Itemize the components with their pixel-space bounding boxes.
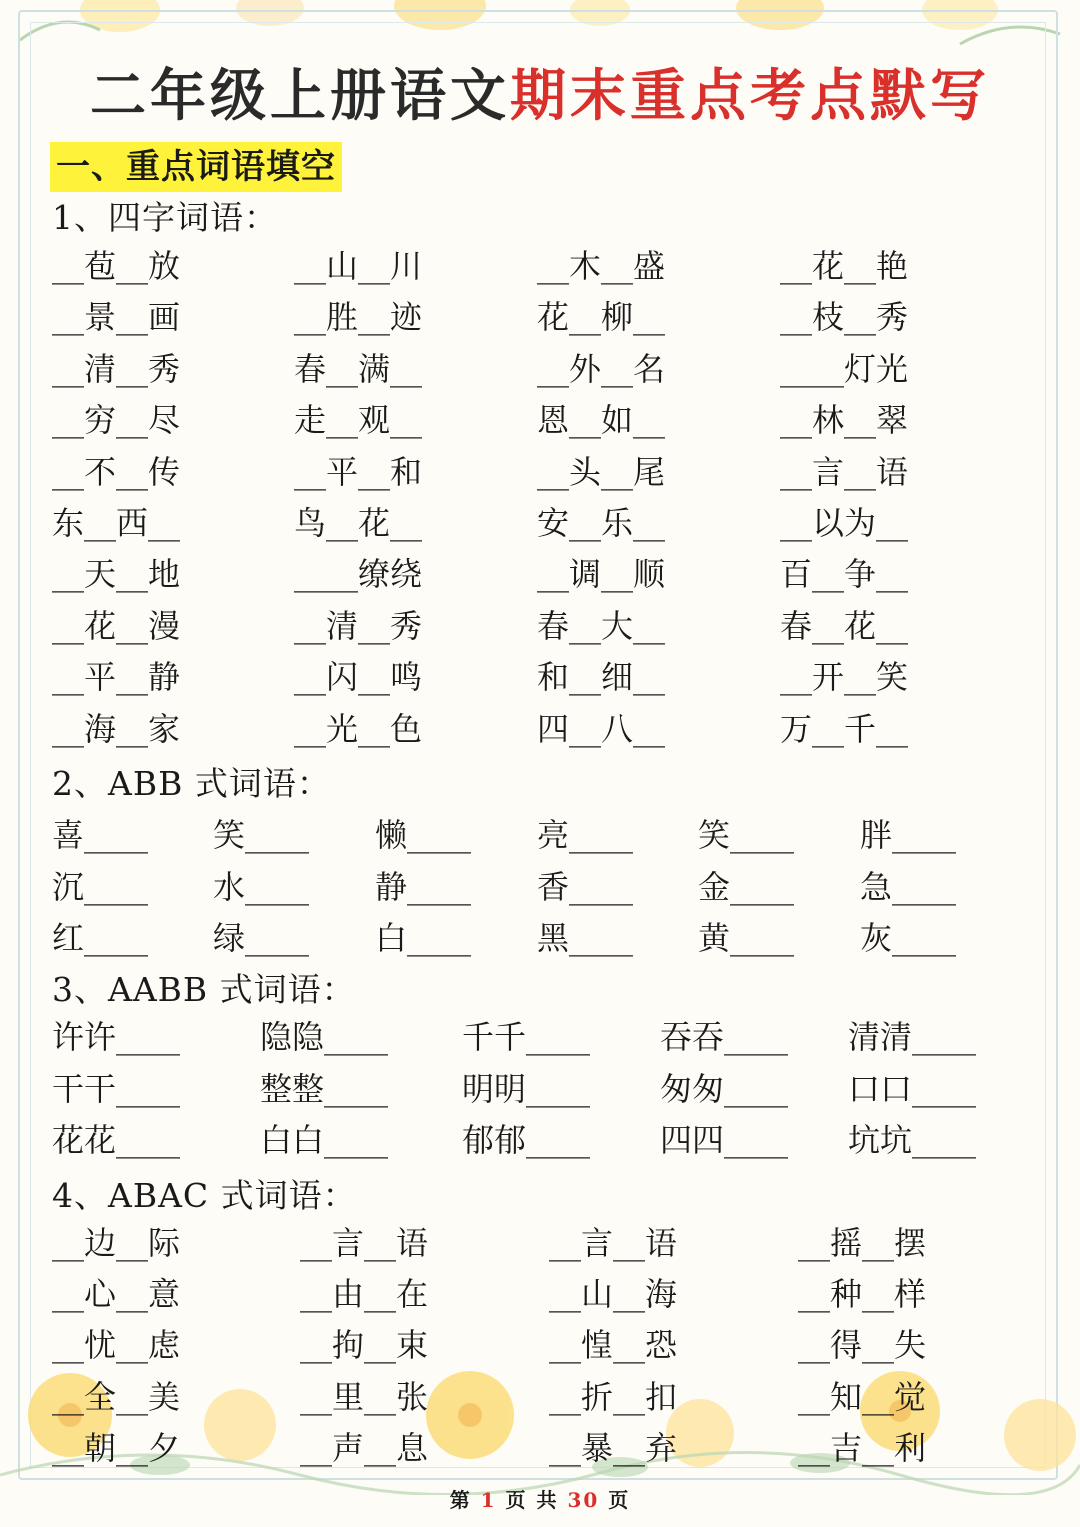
sub4-heading: 4、ABAC 式词语： [52,1176,357,1215]
footer-total-pages: 30 [567,1488,600,1512]
fill-blank-item: 明明____ [462,1069,591,1108]
fill-blank-item: __海__家 [52,709,181,748]
fill-blank-item: 许许____ [52,1018,181,1056]
fill-blank-item: __林__翠 [780,401,909,440]
fill-blank-item: __光__色 [294,709,423,748]
fill-blank-item: __以为__ [780,504,909,542]
fill-blank-item: __不__传 [52,452,181,491]
fill-blank-item: 百__争__ [780,555,909,594]
fill-blank-item: __摇__摆 [798,1224,927,1262]
fill-blank-item: __花__艳 [780,247,909,285]
fill-blank-item: 灰____ [860,919,957,957]
sub1-row [52,548,1032,600]
fill-blank-item: __言__语 [549,1224,678,1262]
fill-blank-item: __边__际 [52,1224,181,1262]
fill-blank-item: 黑____ [537,919,634,957]
fill-blank-item: __声__息 [300,1428,429,1467]
fill-blank-item: __拘__束 [300,1326,429,1365]
sub1-row [52,703,1032,755]
fill-blank-item: __枝__秀 [780,298,909,337]
sub4-row [52,1268,1032,1320]
fill-blank-item: __全__美 [52,1377,181,1416]
fill-blank-item: __心__意 [52,1275,181,1314]
sub1-row [52,651,1032,703]
fill-blank-item: 笑____ [698,816,795,854]
title-part-topic: 期末重点考点默写 [510,63,990,129]
fill-blank-item: __得__失 [798,1326,927,1365]
sub3-row [52,1114,1032,1166]
footer-page-number: 1 [480,1488,497,1512]
fill-blank-item: 四四____ [660,1121,789,1159]
sub4-row [52,1371,1032,1423]
fill-blank-item: 千千____ [462,1018,591,1056]
sub3-heading: 3、AABB 式词语： [52,970,356,1009]
fill-blank-item: __暴__弃 [549,1428,678,1467]
sub2-row [52,861,1032,913]
sub1-heading: 1、四字词语： [52,198,278,237]
sub3-row [52,1063,1032,1115]
fill-blank-item: __朝__夕 [52,1428,181,1467]
fill-blank-item: __吉__利 [798,1428,927,1467]
page-footer [0,1486,1080,1514]
fill-blank-item: 春__大__ [537,606,666,645]
fill-blank-item: __由__在 [300,1275,429,1314]
fill-blank-item: 吞吞____ [660,1018,789,1056]
fill-blank-item: 安__乐__ [537,504,666,542]
sub1-row [52,446,1032,498]
sub1-row [52,343,1032,395]
fill-blank-item: 黄____ [698,919,795,957]
fill-blank-item: 坑坑____ [848,1121,977,1159]
fill-blank-item: __天__地 [52,555,181,594]
footer-suffix: 页 [608,1488,631,1512]
fill-blank-item: 走__观__ [294,401,423,440]
fill-blank-item: __苞__放 [52,247,181,285]
fill-blank-item: ____缭绕 [294,555,423,594]
fill-blank-item: __平__和 [294,452,423,491]
fill-blank-item: 隐隐____ [260,1018,389,1056]
footer-prefix: 第 [449,1488,472,1512]
fill-blank-item: __闪__鸣 [294,658,423,697]
fill-blank-item: 恩__如__ [537,401,666,440]
fill-blank-item: 白白____ [260,1121,389,1159]
fill-blank-item: 懒____ [375,816,472,854]
fill-blank-item: 沉____ [52,867,149,906]
fill-blank-item: __头__尾 [537,452,666,491]
fill-blank-item: __木__盛 [537,247,666,285]
fill-blank-item: 笑____ [213,816,310,854]
fill-blank-item: 万__千__ [780,709,909,748]
sub2-row [52,912,1032,964]
fill-blank-item: 东__西__ [52,504,181,542]
fill-blank-item: 绿____ [213,919,310,957]
fill-blank-item: 喜____ [52,816,149,854]
fill-blank-item: 清清____ [848,1018,977,1056]
fill-blank-item: 春__花__ [780,606,909,645]
fill-blank-item: 亮____ [537,816,634,854]
fill-blank-item: 郁郁____ [462,1121,591,1159]
fill-blank-item: ____灯光 [780,349,909,388]
fill-blank-item: 和__细__ [537,658,666,697]
fill-blank-item: __里__张 [300,1377,429,1416]
sub2-row [52,809,1032,861]
fill-blank-item: __山__海 [549,1275,678,1314]
sub1-row [52,291,1032,343]
fill-blank-item: __言__语 [300,1224,429,1262]
fill-blank-item: 金____ [698,867,795,906]
fill-blank-item: __花__漫 [52,606,181,645]
fill-blank-item: 鸟__花__ [294,504,423,542]
sub4-row [52,1217,1032,1269]
sub1-row [52,240,1032,292]
fill-blank-item: __开__笑 [780,658,909,697]
fill-blank-item: 匆匆____ [660,1069,789,1108]
fill-blank-item: 花__柳__ [537,298,666,337]
fill-blank-item: __惶__恐 [549,1326,678,1365]
sub3-row [52,1011,1032,1063]
fill-blank-item: __景__画 [52,298,181,337]
fill-blank-item: 急____ [860,867,957,906]
fill-blank-item: 胖____ [860,816,957,854]
sub4-row [52,1319,1032,1371]
footer-middle: 页 共 [505,1488,559,1512]
sub2-heading: 2、ABB 式词语： [52,764,331,803]
fill-blank-item: 香____ [537,867,634,906]
sub1-row [52,394,1032,446]
fill-blank-item: __知__觉 [798,1377,927,1416]
fill-blank-item: __言__语 [780,452,909,491]
page-title [0,58,1080,134]
fill-blank-item: 春__满__ [294,349,423,388]
section-heading: 一、重点词语填空 [50,142,342,192]
fill-blank-item: 花花____ [52,1121,181,1159]
sub1-row [52,497,1032,549]
fill-blank-item: 四__八__ [537,709,666,748]
fill-blank-item: __忧__虑 [52,1326,181,1365]
fill-blank-item: __清__秀 [294,606,423,645]
fill-blank-item: 白____ [375,919,472,957]
fill-blank-item: __胜__迹 [294,298,423,337]
fill-blank-item: __穷__尽 [52,401,181,440]
fill-blank-item: 红____ [52,919,149,957]
fill-blank-item: 整整____ [260,1069,389,1108]
fill-blank-item: 静____ [375,867,472,906]
fill-blank-item: __调__顺 [537,555,666,594]
fill-blank-item: __外__名 [537,349,666,388]
fill-blank-item: __清__秀 [52,349,181,388]
sub4-row [52,1422,1032,1474]
fill-blank-item: 口口____ [848,1069,977,1108]
fill-blank-item: __折__扣 [549,1377,678,1416]
sub1-row [52,600,1032,652]
fill-blank-item: 干干____ [52,1069,181,1108]
fill-blank-item: 水____ [213,867,310,906]
fill-blank-item: __山__川 [294,247,423,285]
fill-blank-item: __种__样 [798,1275,927,1314]
title-part-grade: 二年级上册语文 [90,63,510,129]
fill-blank-item: __平__静 [52,658,181,697]
